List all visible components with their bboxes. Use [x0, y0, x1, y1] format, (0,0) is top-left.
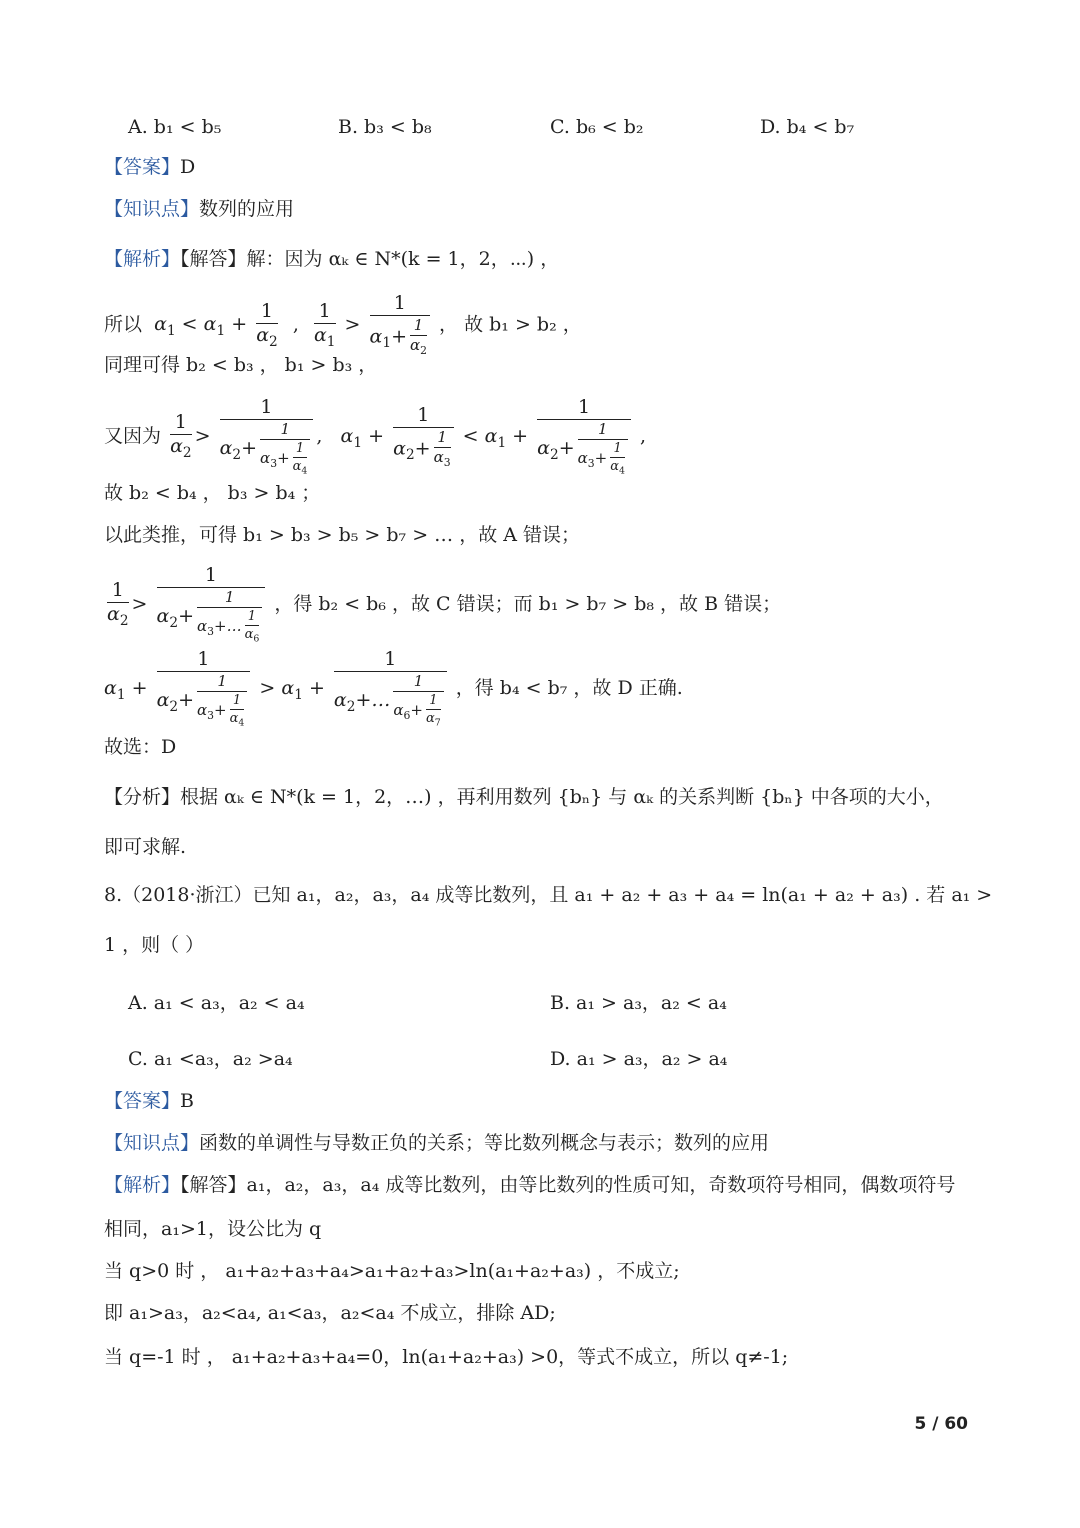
fraction: $\frac{1}{\alpha_2}$	[170, 411, 192, 462]
q7-option-c: C. b₆ < b₂	[550, 116, 644, 138]
answer-tag: 【答案】	[104, 1090, 181, 1112]
fraction: $\frac{1}{\alpha_2}$	[256, 299, 278, 350]
q7-analysis-line-4: 又因为 $\frac{1}{\alpha_2}$ > 1 $\alpha_2+$ 1 $\alpha_3+$ $\frac{1}{\alpha_4}$ , $\alpha_1$ + 1 $\alpha_2+$ $\frac{1}{\alpha_3}$ < $\alpha_1$ + 1 $\alpha_2+$ 1 $\alpha_3+$ $\frac{1}{\alpha_4}$ ,	[104, 396, 647, 477]
fraction: 1 $\alpha_2+$ 1 $\alpha_3+$ $\frac{1}{\alpha_4}$	[220, 398, 314, 476]
fraction: $\frac{1}{\alpha_2}$	[107, 579, 129, 630]
q8-option-a: A. a₁ < a₃，a₂ < a₄	[128, 992, 305, 1014]
fraction: 1 $\alpha_2+$ 1 $\alpha_3+\dots$ $\frac{1}{\alpha_6}$	[157, 566, 266, 644]
line-suffix: ，得 b₂ < b₆ ，故 C 错误；而 b₁ > b₇ > b₈ ，故 B 错误；	[274, 592, 782, 615]
fraction: 1 $\alpha_1+$ $\frac{1}{\alpha_2}$	[370, 294, 430, 357]
q7-fenxi-2: 即可求解.	[104, 836, 187, 858]
line-suffix: ， 故 b₁ > b₂ ，	[439, 313, 582, 336]
q7-analysis-line-1	[104, 250, 559, 269]
q8-stem-1: 8.（2018·浙江）已知 a₁，a₂，a₃，a₄ 成等比数列，且 a₁ + a₂ + a₃ + a₄ = ln(a₁ + a₂ + a₃) . 若 a₁ >	[104, 884, 993, 906]
q7-analysis-line-6: 以此类推，可得 b₁ > b₃ > b₅ > b₇ > … ，故 A 错误；	[104, 524, 580, 546]
answer-value: D	[180, 156, 196, 178]
q7-analysis-line-3: 同理可得 b₂ < b₃ ， b₁ > b₃ ，	[104, 354, 378, 376]
solution-tag: 【解答】	[180, 1174, 247, 1196]
q8-answer	[104, 1092, 194, 1111]
q8-option-b: B. a₁ > a₃，a₂ < a₄	[550, 992, 727, 1014]
answer-tag: 【答案】	[104, 156, 181, 178]
q7-option-d: D. b₄ < b₇	[760, 116, 855, 138]
fraction: 1 $\alpha_2+$ $\frac{1}{\alpha_3}$	[393, 406, 453, 469]
analysis-tag: 【解析】	[104, 248, 181, 270]
analysis-text: a₁，a₂，a₃，a₄ 成等比数列，由等比数列的性质可知，奇数项符号相同，偶数项符号	[246, 1174, 956, 1196]
q7-fenxi	[104, 788, 944, 807]
fenxi-tag: 【分析】	[104, 786, 181, 808]
analysis-text: 解：因为 αₖ ∈ N*(k = 1，2，⋯) ，	[246, 248, 560, 270]
knowledge-text: 函数的单调性与导数正负的关系；等比数列概念与表示；数列的应用	[199, 1132, 770, 1154]
formula: $\alpha_1 < \alpha_1$ +	[148, 313, 248, 340]
fraction: 1 $\alpha_2+\dots$ 1 $\alpha_6+$ $\frac{1}{\alpha_7}$	[334, 650, 447, 728]
solution-tag: 【解答】	[180, 248, 247, 270]
q7-analysis-line-5: 故 b₂ < b₄ ， b₃ > b₄ ；	[104, 482, 321, 504]
q7-answer	[104, 158, 195, 177]
knowledge-text: 数列的应用	[199, 198, 295, 220]
page-number: 5 / 60	[914, 1414, 968, 1434]
line-suffix: ，得 b₄ < b₇ ，故 D 正确.	[455, 676, 683, 699]
q8-analysis-line-1	[104, 1176, 955, 1195]
line-prefix: 又因为	[104, 424, 162, 447]
q8-analysis-line-2: 相同，a₁>1，设公比为 q	[104, 1218, 322, 1240]
answer-value: B	[180, 1090, 194, 1112]
q7-analysis-line-8: $\alpha_1$ + 1 $\alpha_2+$ 1 $\alpha_3+$ $\frac{1}{\alpha_4}$ > $\alpha_1$ + 1 $\alpha_2+\dots$ 1 $\alpha_6+$ $\frac{1}{\alpha_7}$ ，得 b₄ < b₇ ，故 D 正确.	[104, 648, 683, 729]
analysis-tag: 【解析】	[104, 1174, 181, 1196]
q8-analysis-line-3: 当 q>0 时 ， a₁+a₂+a₃+a₄>a₁+a₂+a₃>ln(a₁+a₂+a₃) ，不成立;	[104, 1260, 680, 1282]
knowledge-tag: 【知识点】	[104, 198, 200, 220]
q8-analysis-line-5: 当 q=-1 时 ， a₁+a₂+a₃+a₄=0，ln(a₁+a₂+a₃) >0，等式不成立，所以 q≠-1;	[104, 1346, 789, 1368]
q7-choose: 故选：D	[104, 736, 177, 758]
q7-analysis-line-2: 所以 $\alpha_1 < \alpha_1$ + $\frac{1}{\alpha_2}$ , $\frac{1}{\alpha_1}$ > 1 $\alpha_1+$ $\frac{1}{\alpha_2}$ ， 故 b₁ > b₂ ，	[104, 292, 582, 357]
q7-option-a: A. b₁ < b₅	[128, 116, 222, 138]
knowledge-tag: 【知识点】	[104, 1132, 200, 1154]
q8-analysis-line-4: 即 a₁>a₃，a₂<a₄, a₁<a₃，a₂<a₄ 不成立，排除 AD;	[104, 1302, 556, 1324]
q8-knowledge-point	[104, 1134, 769, 1153]
fenxi-text: 根据 αₖ ∈ N*(k = 1，2，…) ，再利用数列 {bₙ} 与 αₖ 的关系判断 {bₙ} 中各项的大小，	[180, 786, 944, 808]
q7-analysis-line-7: $\frac{1}{\alpha_2}$ > 1 $\alpha_2+$ 1 $\alpha_3+\dots$ $\frac{1}{\alpha_6}$ ，得 b₂ < b₆ ，故 C 错误；而 b₁ > b₇ > b₈ ，故 B 错误；	[107, 564, 782, 645]
line-prefix: 所以	[104, 313, 143, 336]
q8-option-c: C. a₁ <a₃，a₂ >a₄	[128, 1048, 293, 1070]
q7-option-b: B. b₃ < b₈	[338, 116, 432, 138]
q8-stem-2: 1 ，则（ ）	[104, 934, 205, 956]
q8-option-d: D. a₁ > a₃，a₂ > a₄	[550, 1048, 728, 1070]
fraction: 1 $\alpha_2+$ 1 $\alpha_3+$ $\frac{1}{\alpha_4}$	[537, 398, 631, 476]
fraction: 1 $\alpha_2+$ 1 $\alpha_3+$ $\frac{1}{\alpha_4}$	[157, 650, 251, 728]
fraction: $\frac{1}{\alpha_1}$	[313, 299, 336, 350]
q7-knowledge-point	[104, 200, 294, 219]
